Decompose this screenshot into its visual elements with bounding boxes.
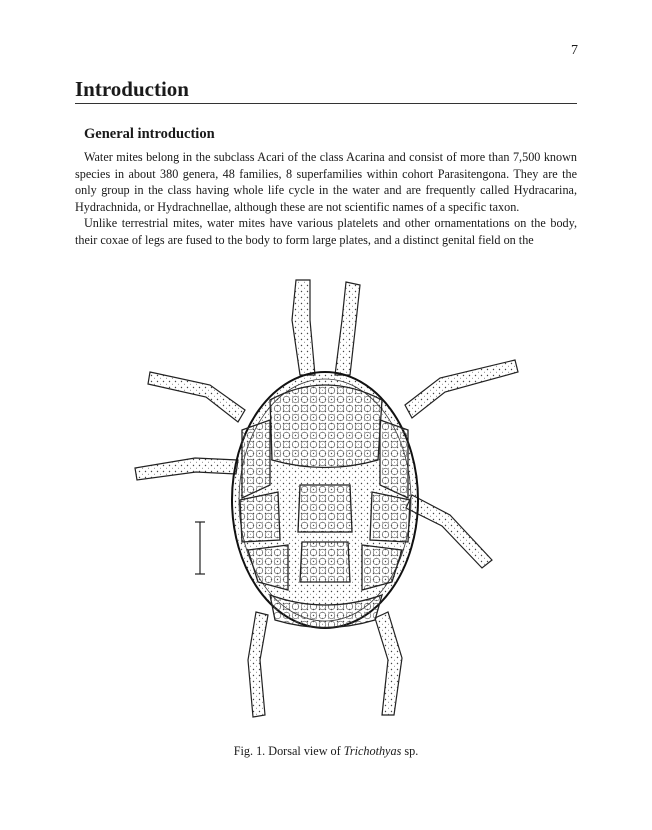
paragraph-2: Unlike terrestrial mites, water mites have various platelets and other ornamentations on the body, their coxae of legs are fused to the body to form large plates, and a distinct genital field on the [75,216,577,247]
scale-bar [195,522,205,574]
caption-suffix: sp. [401,744,419,758]
mite-drawing [120,260,530,730]
figure-mite-illustration [120,260,530,730]
paragraph-1: Water mites belong in the subclass Acari of the class Acarina and consist of more than 7,500 known species in about 380 genera, 48 families, 8 superfamilies within cohort Parasitengona. They are the only group in the class having whole life cycle in the water and are frequently called Hydracarina, Hydrachnida, or Hydrachnellae, although these are not scientific names of a specific taxon. [75,150,577,214]
caption-prefix: Fig. 1. Dorsal view of [233,744,344,758]
figure-caption [0,744,652,759]
page-number: 7 [571,43,578,58]
caption-taxon: Trichothyas [343,744,402,758]
section-title: General introduction [84,126,215,142]
chapter-title: Introduction [75,76,577,104]
body-text [75,149,577,249]
